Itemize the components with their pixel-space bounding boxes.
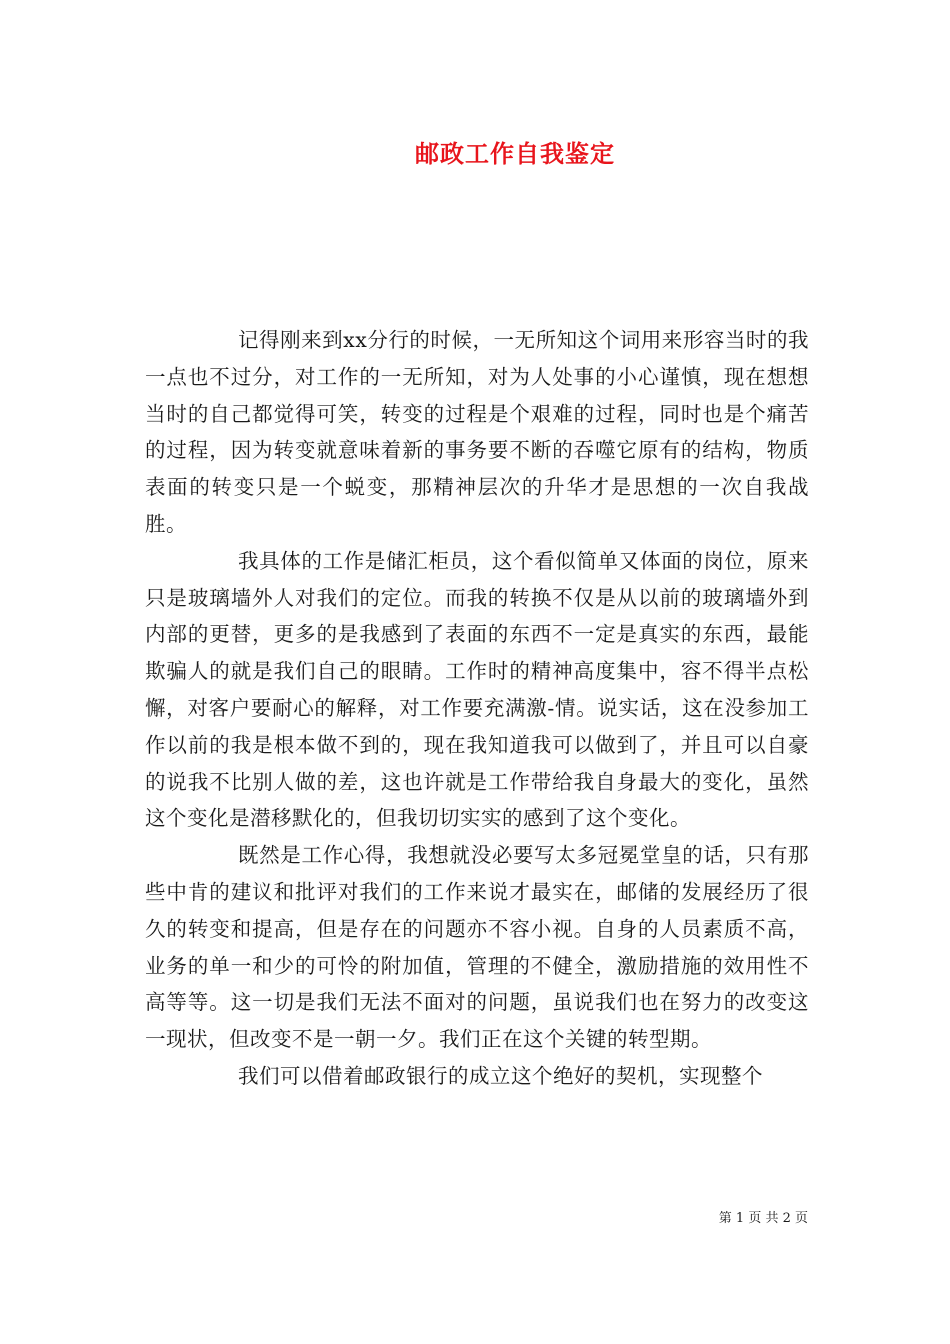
page-title: 邮政工作自我鉴定 [415,139,615,168]
document-body [145,322,809,1095]
paragraph-3: 既然是工作心得，我想就没必要写太多冠冕堂皇的话，只有那些中肯的建议和批评对我们的工作来说才最实在，邮储的发展经历了很久的转变和提高，但是存在的问题亦不容小视。自身的人员素质不高，业务的单一和少的可怜的附加值，管理的不健全，激励措施的效用性不高等等。这一切是我们无法不面对的问题，虽说我们也在努力的改变这一现状，但改变不是一朝一夕。我们正在这个关键的转型期。 [145,843,809,1052]
paragraph-2: 我具体的工作是储汇柜员，这个看似简单又体面的岗位，原来只是玻璃墙外人对我们的定位。而我的转换不仅是从以前的玻璃墙外到内部的更替，更多的是我感到了表面的东西不一定是真实的东西，最能欺骗人的就是我们自己的眼睛。工作时的精神高度集中，容不得半点松懈，对客户要耐心的解释，对工作要充满激-情。说实话，这在没参加工作以前的我是根本做不到的，现在我知道我可以做到了，并且可以自豪的说我不比别人做的差，这也许就是工作带给我自身最大的变化，虽然这个变化是潜移默化的，但我切切实实的感到了这个变化。 [145,548,809,831]
page-number: 第 1 页 共 2 页 [718,1211,808,1226]
paragraph-4: 我们可以借着邮政银行的成立这个绝好的契机，实现整个 [238,1063,763,1088]
paragraph-1: 记得刚来到xx分行的时候，一无所知这个词用来形容当时的我一点也不过分，对工作的一无所知，对为人处事的小心谨慎，现在想想当时的自己都觉得可笑，转变的过程是个艰难的过程，同时也是个痛苦的过程，因为转变就意味着新的事务要不断的吞噬它原有的结构，物质表面的转变只是一个蜕变，那精神层次的升华才是思想的一次自我战胜。 [145,328,809,536]
